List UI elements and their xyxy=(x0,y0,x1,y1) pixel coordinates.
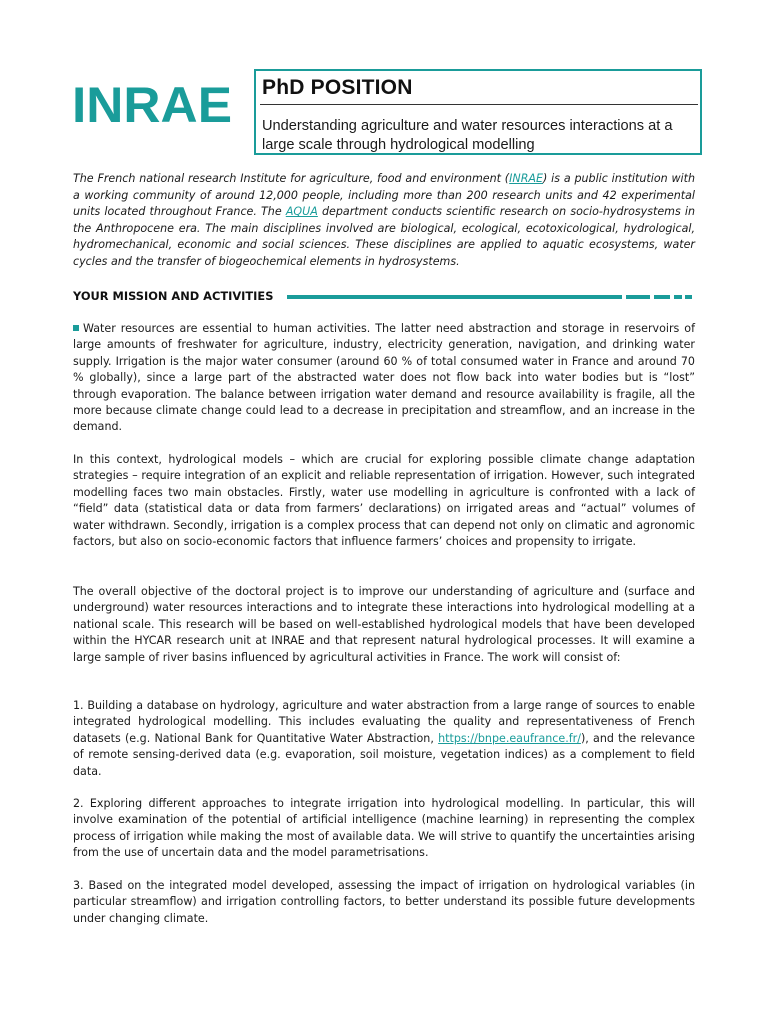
inrae-link[interactable]: INRAE xyxy=(509,172,544,185)
section-header xyxy=(73,287,697,307)
intro-paragraph xyxy=(73,171,695,271)
page-title: PhD POSITION xyxy=(262,76,413,99)
paragraph-5: 2. Exploring different approaches to integrate irrigation into hydrological modelling. In particular, this will involve examination of the potential of artificial intelligence (machine learning) in representing the complex process of irrigation while making the most of available data. We will strive to quantify the uncertainties arising from the use of uncertain data and the model parametrisations. xyxy=(73,797,695,860)
paragraph-4 xyxy=(73,698,695,780)
paragraph-1 xyxy=(73,321,695,436)
paragraph-3: The overall objective of the doctoral project is to improve our understanding of agriculture and (surface and underground) water resources interactions and to integrate these interactions into hydrological modelling at a national scale. This research will be based on well-established hydrological models that have been developed within the HYCAR research unit at INRAE and that represent natural hydrological processes. It will examine a large sample of river basins influenced by agricultural activities in France. The work will consist of: xyxy=(73,585,695,664)
paragraph-6: 3. Based on the integrated model developed, assessing the impact of irrigation on hydrological variables (in particular streamflow) and irrigation controlling factors, to better understand its possible future developments under changing climate. xyxy=(73,879,695,925)
svg-text:INRAE: INRAE xyxy=(72,82,232,128)
paragraph-2: In this context, hydrological models – which are crucial for exploring possible climate change adaptation strategies – require integration of an explicit and reliable representation of irrigation. However, such integrated modelling faces two main obstacles. Firstly, water use modelling in agriculture is confronted with a lack of “field” data (statistical data or data from farmers’ declarations) on irrigated areas and “actual” volumes of water withdrawn. Secondly, irrigation is a complex process that can depend not only on climatic and agronomic factors, but also on socio-economic factors that influence farmers’ choices and propensity to irrigate. xyxy=(73,453,695,549)
title-divider xyxy=(260,104,698,105)
paragraph-4-text-2: ), and the relevance of remote sensing-derived data (e.g. evaporation, soil moisture, vegetation indices) as a complement to field data. xyxy=(73,731,696,778)
title-box xyxy=(254,69,702,155)
section-bar-short-4 xyxy=(685,295,692,299)
aqua-link[interactable]: AQUA xyxy=(285,205,318,219)
paragraph-1-text: Water resources are essential to human activities. The latter need abstraction and storage in reservoirs of large amounts of freshwater for agriculture, industry, electricity generation, navigation, and drinking water supply. Irrigation is the major water consumer (around 60 % of total consumed water in France and around 70 % globally), since a large part of the abstracted water does not flow back into water bodies but is “lost” through evaporation. The balance between irrigation water demand and resource availability is fragile, all the more because climate change could lead to a decrease in precipitation and streamflow, and an increase in the demand. xyxy=(73,322,695,434)
paragraph-4-text-1: 1. Building a database on hydrology, agriculture and water abstraction from a large range of sources to enable integrated hydrological modelling. This includes evaluating the quality and representativeness of French datasets (e.g. National Bank for Quantitative Water Abstraction, xyxy=(73,699,695,745)
bnpe-link[interactable]: https://bnpe.eaufrance.fr/ xyxy=(438,731,581,745)
section-bar-short-2 xyxy=(654,295,670,299)
intro-text-1: The French national research Institute for agriculture, food and environment ( xyxy=(73,172,510,185)
bullet-square-icon xyxy=(73,325,79,331)
section-bar-short-3 xyxy=(674,295,682,299)
section-bar-short-1 xyxy=(626,295,650,299)
page-subtitle: Understanding agriculture and water resources interactions at a large scale through hydrological modelling xyxy=(262,118,673,153)
inrae-logo xyxy=(72,82,234,128)
intro-text-3: department conducts scientific research on socio-hydrosystems in the Anthropocene era. The main disciplines involved are biological, ecological, ecotoxicological, hydrological, hydromechanical, economic and social sciences. These disciplines are applied to aquatic ecosystems, water cycles and the transfer of biogeochemical elements in hydrosystems. xyxy=(73,205,695,268)
intro-text-2: ) is a public institution with a working community of around 12,000 people, including more than 200 research units and 42 experimental units located throughout France. The xyxy=(73,172,695,219)
section-bar-long xyxy=(287,295,622,299)
section-title: YOUR MISSION AND ACTIVITIES xyxy=(73,289,274,303)
